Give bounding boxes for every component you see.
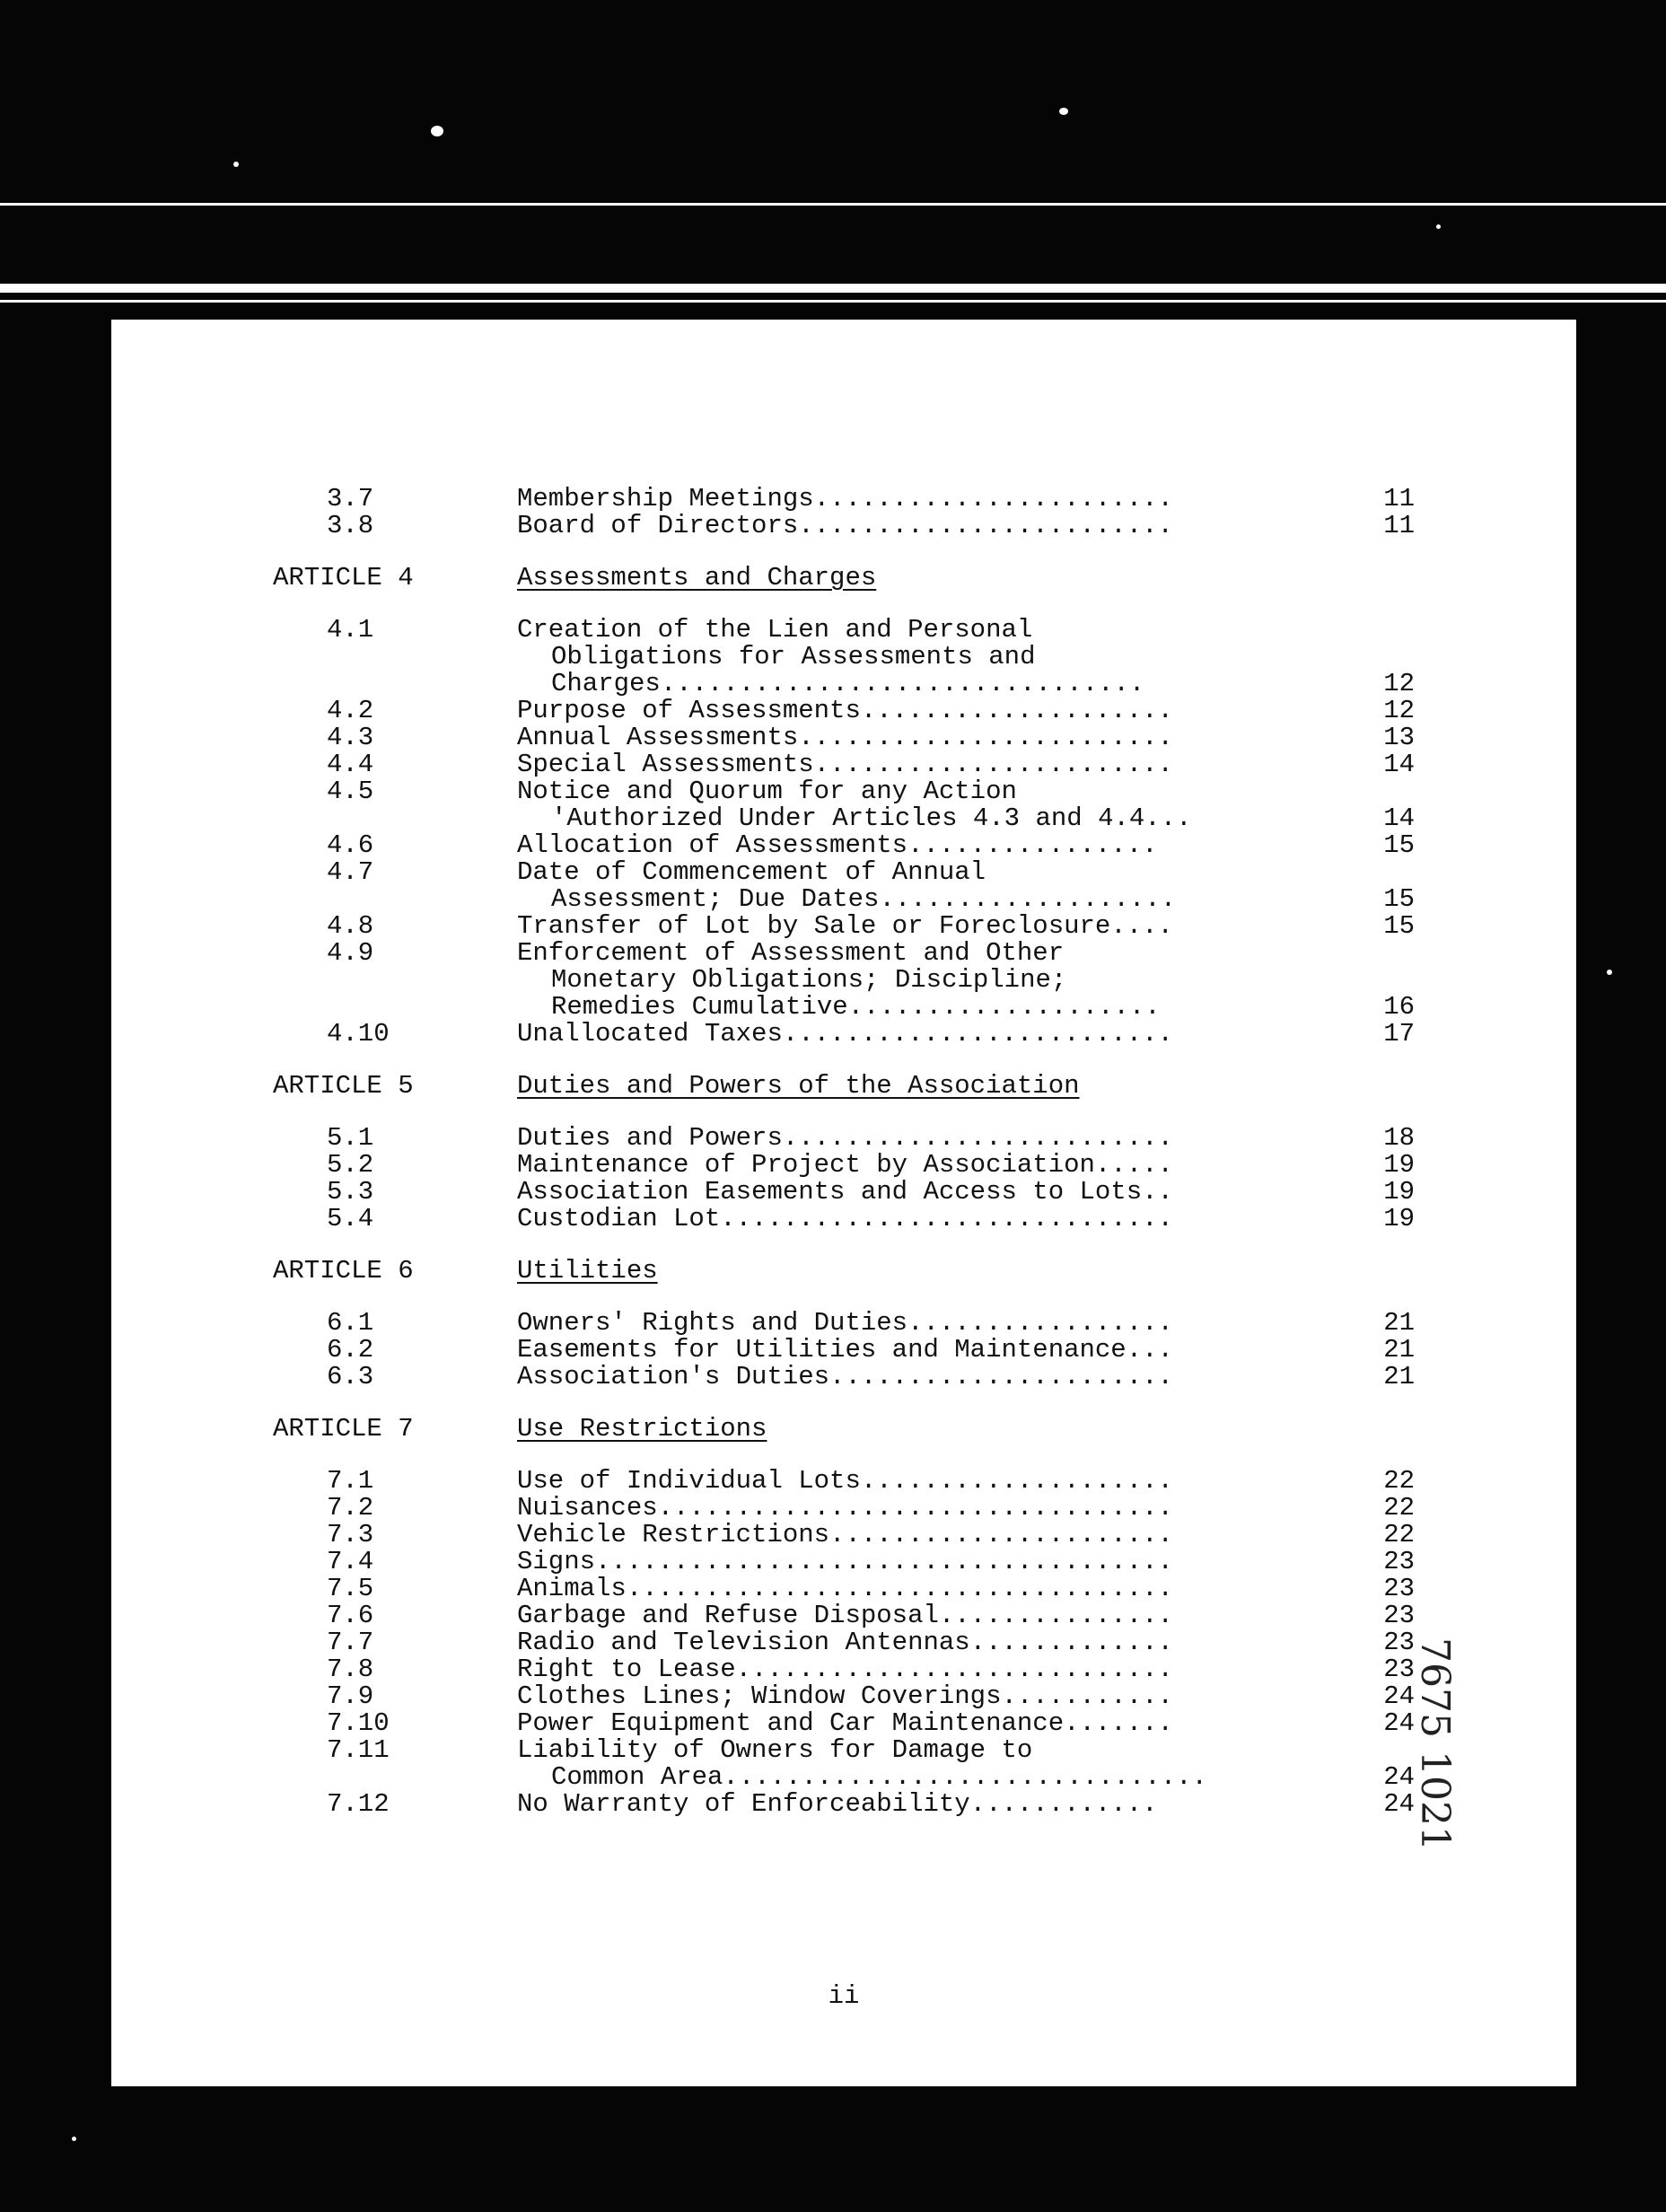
section-number: 5.3 [327, 1177, 374, 1207]
section-title: Radio and Television Antennas............. [517, 1628, 1173, 1657]
section-title: Date of Commencement of Annual [517, 857, 986, 887]
toc-entry [111, 1576, 1576, 1602]
article-title: Duties and Powers of the Association [517, 1071, 1080, 1101]
scan-line [0, 203, 1666, 206]
article-label: ARTICLE 6 [273, 1256, 414, 1286]
section-number: 6.3 [327, 1362, 374, 1391]
section-title: Signs..................................... [517, 1547, 1173, 1576]
section-title: Special Assessments....................... [517, 750, 1173, 779]
page-ref: 24 [1383, 1762, 1415, 1792]
page-ref: 13 [1383, 723, 1415, 752]
section-number: 7.12 [327, 1789, 390, 1819]
page-ref: 15 [1383, 830, 1415, 860]
toc-entry-continuation [111, 671, 1576, 698]
page-number: ii [828, 1981, 860, 2011]
section-number: 7.6 [327, 1601, 374, 1630]
toc-entry [111, 1206, 1576, 1233]
section-title: Remedies Cumulative.................... [551, 992, 1161, 1022]
toc-entry [111, 1337, 1576, 1364]
section-number: 4.1 [327, 615, 374, 645]
section-title: Enforcement of Assessment and Other [517, 938, 1065, 968]
toc-entry [111, 698, 1576, 724]
page-ref: 23 [1383, 1574, 1415, 1603]
section-title: Board of Directors........................ [517, 511, 1173, 540]
section-number: 4.4 [327, 750, 374, 779]
page-ref: 15 [1383, 911, 1415, 941]
section-title: Use of Individual Lots.................... [517, 1466, 1173, 1496]
section-number: 5.2 [327, 1150, 374, 1180]
toc-entry [111, 724, 1576, 751]
section-title: Monetary Obligations; Discipline; [551, 965, 1067, 995]
page-ref: 19 [1383, 1150, 1415, 1180]
page-ref: 23 [1383, 1628, 1415, 1657]
section-title: No Warranty of Enforceability............ [517, 1789, 1158, 1819]
page-ref: 18 [1383, 1123, 1415, 1153]
section-number: 4.2 [327, 696, 374, 725]
toc-entry [111, 513, 1576, 540]
page-ref: 11 [1383, 511, 1415, 540]
toc-entry [111, 832, 1576, 859]
toc-entry [111, 859, 1576, 886]
page-ref: 12 [1383, 696, 1415, 725]
page-ref: 22 [1383, 1493, 1415, 1523]
section-number: 6.2 [327, 1335, 374, 1365]
page-ref: 21 [1383, 1335, 1415, 1365]
toc-entry-continuation [111, 994, 1576, 1021]
section-number: 4.10 [327, 1019, 390, 1049]
toc-entry [111, 1364, 1576, 1391]
article-title: Assessments and Charges [517, 563, 877, 592]
scan-line [0, 300, 1666, 303]
article-heading-row [111, 565, 1576, 592]
page-ref: 14 [1383, 803, 1415, 833]
section-title: Easements for Utilities and Maintenance... [517, 1335, 1173, 1365]
section-number: 4.3 [327, 723, 374, 752]
section-number: 7.1 [327, 1466, 374, 1496]
section-title: Annual Assessments........................ [517, 723, 1173, 752]
page-ref: 21 [1383, 1362, 1415, 1391]
section-number: 4.7 [327, 857, 374, 887]
toc-entry-continuation [111, 644, 1576, 671]
section-title: Unallocated Taxes......................... [517, 1019, 1173, 1049]
page-ref: 19 [1383, 1204, 1415, 1233]
scan-speck [1607, 970, 1612, 975]
toc-entry-continuation [111, 886, 1576, 913]
section-title: Duties and Powers......................... [517, 1123, 1173, 1153]
toc-entry [111, 751, 1576, 778]
section-number: 7.10 [327, 1708, 390, 1738]
section-number: 5.1 [327, 1123, 374, 1153]
section-number: 7.8 [327, 1655, 374, 1684]
page-ref: 22 [1383, 1466, 1415, 1496]
article-label: ARTICLE 7 [273, 1414, 414, 1444]
section-number: 7.9 [327, 1681, 374, 1711]
section-title: Transfer of Lot by Sale or Foreclosure.... [517, 911, 1173, 941]
scan-speck [1059, 108, 1068, 115]
page-ref: 15 [1383, 884, 1415, 914]
document-page [111, 320, 1576, 2086]
article-heading-row [111, 1258, 1576, 1285]
section-title: Notice and Quorum for any Action [517, 777, 1017, 806]
page-ref: 11 [1383, 484, 1415, 514]
section-number: 4.8 [327, 911, 374, 941]
page-ref: 22 [1383, 1520, 1415, 1549]
toc-entry-continuation [111, 1764, 1576, 1791]
article-heading-row [111, 1073, 1576, 1100]
toc-entry [111, 1602, 1576, 1629]
section-title: Common Area............................... [551, 1762, 1207, 1792]
scan-line [0, 284, 1666, 293]
page-ref: 23 [1383, 1601, 1415, 1630]
section-number: 6.1 [327, 1308, 374, 1338]
article-heading-row [111, 1416, 1576, 1443]
section-number: 7.3 [327, 1520, 374, 1549]
scan-speck [233, 162, 239, 167]
toc-entry [111, 1710, 1576, 1737]
toc-entry-continuation [111, 967, 1576, 994]
page-ref: 23 [1383, 1547, 1415, 1576]
page-ref: 16 [1383, 992, 1415, 1022]
page-ref: 24 [1383, 1789, 1415, 1819]
page-ref: 17 [1383, 1019, 1415, 1049]
toc-entry [111, 1683, 1576, 1710]
toc-entry [111, 778, 1576, 805]
section-title: Nuisances................................. [517, 1493, 1173, 1523]
section-number: 3.8 [327, 511, 374, 540]
section-number: 7.5 [327, 1574, 374, 1603]
toc-entry [111, 1549, 1576, 1576]
section-title: Power Equipment and Car Maintenance....... [517, 1708, 1173, 1738]
page-ref: 21 [1383, 1308, 1415, 1338]
section-number: 3.7 [327, 484, 374, 514]
section-number: 7.2 [327, 1493, 374, 1523]
section-title: Allocation of Assessments................ [517, 830, 1158, 860]
page-ref: 12 [1383, 669, 1415, 698]
section-title: 'Authorized Under Articles 4.3 and 4.4... [551, 803, 1192, 833]
page-ref: 23 [1383, 1655, 1415, 1684]
section-number: 7.11 [327, 1735, 390, 1765]
page-ref: 14 [1383, 750, 1415, 779]
toc-entry [111, 617, 1576, 644]
toc-entry [111, 1656, 1576, 1683]
toc-entry [111, 1522, 1576, 1549]
section-title: Charges............................... [551, 669, 1145, 698]
toc-entry [111, 1629, 1576, 1656]
section-title: Liability of Owners for Damage to [517, 1735, 1033, 1765]
section-title: Purpose of Assessments.................... [517, 696, 1173, 725]
toc-entry [111, 1179, 1576, 1206]
section-number: 4.5 [327, 777, 374, 806]
toc-entry [111, 1152, 1576, 1179]
section-title: Creation of the Lien and Personal [517, 615, 1033, 645]
section-title: Custodian Lot............................. [517, 1204, 1173, 1233]
toc-entry [111, 1125, 1576, 1152]
toc-entry [111, 1495, 1576, 1522]
article-title: Use Restrictions [517, 1414, 767, 1444]
section-title: Owners' Rights and Duties................. [517, 1308, 1173, 1338]
margin-stamp: 7675 1021 [1412, 1637, 1458, 1851]
page-ref: 24 [1383, 1708, 1415, 1738]
toc-entry [111, 1468, 1576, 1495]
section-title: Right to Lease............................ [517, 1655, 1173, 1684]
page-ref: 19 [1383, 1177, 1415, 1207]
toc-entry [111, 940, 1576, 967]
scan-speck [72, 2137, 76, 2141]
section-title: Clothes Lines; Window Coverings........... [517, 1681, 1173, 1711]
section-title: Animals................................... [517, 1574, 1173, 1603]
section-number: 4.6 [327, 830, 374, 860]
toc-entry-continuation [111, 805, 1576, 832]
toc-entry [111, 486, 1576, 513]
section-title: Assessment; Due Dates................... [551, 884, 1177, 914]
section-number: 7.7 [327, 1628, 374, 1657]
scan-speck [431, 126, 443, 136]
section-title: Maintenance of Project by Association..... [517, 1150, 1173, 1180]
section-number: 7.4 [327, 1547, 374, 1576]
article-label: ARTICLE 5 [273, 1071, 414, 1101]
section-title: Obligations for Assessments and [551, 642, 1036, 672]
toc-entry [111, 1310, 1576, 1337]
section-title: Membership Meetings....................... [517, 484, 1173, 514]
section-title: Association Easements and Access to Lots.. [517, 1177, 1173, 1207]
section-number: 4.9 [327, 938, 374, 968]
section-title: Garbage and Refuse Disposal............... [517, 1601, 1173, 1630]
toc-entry [111, 913, 1576, 940]
toc-entry [111, 1021, 1576, 1048]
toc-entry [111, 1791, 1576, 1818]
toc-entry [111, 1737, 1576, 1764]
article-label: ARTICLE 4 [273, 563, 414, 592]
article-title: Utilities [517, 1256, 658, 1286]
scan-speck [1436, 224, 1441, 229]
page-ref: 24 [1383, 1681, 1415, 1711]
section-title: Association's Duties...................... [517, 1362, 1173, 1391]
section-number: 5.4 [327, 1204, 374, 1233]
section-title: Vehicle Restrictions...................... [517, 1520, 1173, 1549]
